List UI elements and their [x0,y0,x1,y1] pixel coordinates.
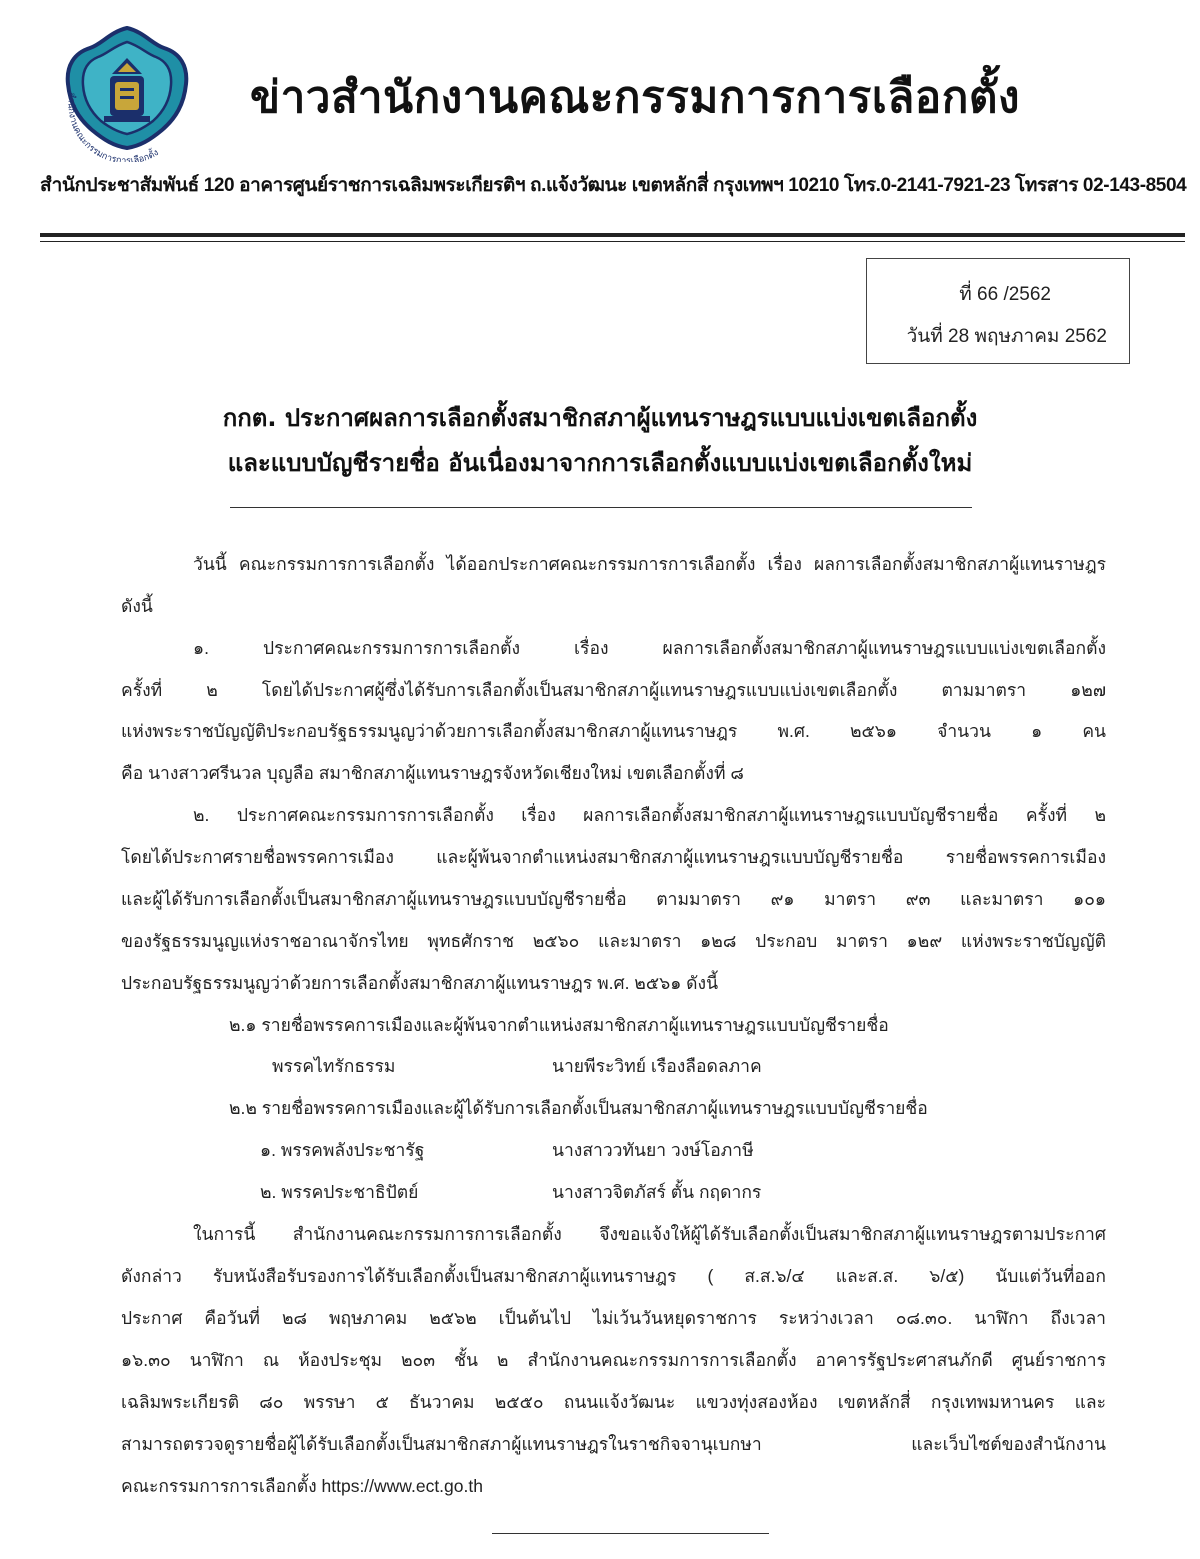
headline-divider [230,507,972,508]
sub2-heading: ๒.๒ รายชื่อพรรคการเมืองและผู้ได้รับการเลือกตั้งเป็นสมาชิกสภาผู้แทนราษฎรแบบบัญชีรายชื่อ [229,1098,928,1118]
item1-line: คือ นางสาวศรีนวล บุญลือ สมาชิกสภาผู้แทนราษฎรจังหวัดเชียงใหม่ เขตเลือกตั้งที่ ๘ [121,763,744,783]
header-divider-thick [40,233,1185,237]
sub2-party: ๒. พรรคประชาธิปัตย์ [260,1182,419,1202]
item1-line: ๑. ประกาศคณะกรรมการการเลือกตั้ง เรื่อง ผลการเลือกตั้งสมาชิกสภาผู้แทนราษฎรแบบแบ่งเขตเลือกตั้ง [193,638,1106,658]
sub1-person: นายพีระวิทย์ เรืองลือดลภาค [552,1056,762,1076]
document-number-box [866,258,1130,364]
item1-line: แห่งพระราชบัญญัติประกอบรัฐธรรมนูญว่าด้วยการเลือกตั้งสมาชิกสภาผู้แทนราษฎร พ.ศ. ๒๕๖๑ จำนวน ๑ คน [121,721,1106,741]
closing-line: ดังกล่าว รับหนังสือรับรองการได้รับเลือกตั้งเป็นสมาชิกสภาผู้แทนราษฎร ( ส.ส.๖/๔ และส.ส. ๖/๕) นับแต่วันที่ออก [121,1266,1106,1286]
closing-line: สามารถตรวจดูรายชื่อผู้ได้รับเลือกตั้งเป็นสมาชิกสภาผู้แทนราษฎรในราชกิจจานุเบกษา และเว็บไซต์ของสำนักงาน [121,1434,1106,1454]
svg-text:สำนักงานคณะกรรมการการเลือกตั้ง: สำนักงานคณะกรรมการการเลือกตั้ง [65,91,161,162]
document-number: ที่ 66 /2562 [959,284,1051,305]
closing-line: ในการนี้ สำนักงานคณะกรรมการการเลือกตั้ง จึงขอแจ้งให้ผู้ได้รับเลือกตั้งเป็นสมาชิกสภาผู้แทนราษฎรตามประกาศ [193,1224,1106,1244]
sub2-person: นางสาววทันยา วงษ์โอภาษี [552,1140,754,1160]
item2-line: ของรัฐธรรมนูญแห่งราชอาณาจักรไทย พุทธศักราช ๒๕๖๐ และมาตรา ๑๒๘ ประกอบ มาตรา ๑๒๙ แห่งพระราชบัญญัติ [121,931,1106,951]
document-date: วันที่ 28 พฤษภาคม 2562 [906,326,1107,347]
item2-line: ๒. ประกาศคณะกรรมการการเลือกตั้ง เรื่อง ผลการเลือกตั้งสมาชิกสภาผู้แทนราษฎรแบบบัญชีรายชื่อ ครั้งที่ ๒ [193,805,1106,825]
item1-line: ครั้งที่ ๒ โดยได้ประกาศผู้ซึ่งได้รับการเลือกตั้งเป็นสมาชิกสภาผู้แทนราษฎรแบบแบ่งเขตเลือกตั้ง ตามมาตรา ๑๒๗ [121,680,1106,700]
sub2-person: นางสาวจิตภัสร์ ตั้น กฤดากร [552,1182,762,1202]
footer-divider [492,1533,769,1534]
closing-line: ๑๖.๓๐ นาฬิกา ณ ห้องประชุม ๒๐๓ ชั้น ๒ สำนักงานคณะกรรมการการเลือกตั้ง อาคารรัฐประศาสนภักดี ศูนย์ราชการ [121,1350,1106,1370]
office-address: สำนักประชาสัมพันธ์ 120 อาคารศูนย์ราชการเฉลิมพระเกียรติฯ ถ.แจ้งวัฒนะ เขตหลักสี่ กรุงเทพฯ 10210 โทร.0-2141-7921-23 โทรสาร 02-143-8504 [40,175,1187,196]
item2-line: และผู้ได้รับการเลือกตั้งเป็นสมาชิกสภาผู้แทนราษฎรแบบบัญชีรายชื่อ ตามมาตรา ๙๑ มาตรา ๙๓ และมาตรา ๑๐๑ [121,889,1106,909]
closing-line: เฉลิมพระเกียรติ ๘๐ พรรษา ๕ ธันวาคม ๒๕๕๐ ถนนแจ้งวัฒนะ แขวงทุ่งสองห้อง เขตหลักสี่ กรุงเทพมหานคร และ [121,1392,1106,1412]
sub1-party: พรรคไทรักธรรม [272,1056,396,1076]
headline-line-1: กกต. ประกาศผลการเลือกตั้งสมาชิกสภาผู้แทนราษฎรแบบแบ่งเขตเลือกตั้ง [222,404,978,432]
intro-line: วันนี้ คณะกรรมการการเลือกตั้ง ได้ออกประกาศคณะกรรมการการเลือกตั้ง เรื่อง ผลการเลือกตั้งสมาชิกสภาผู้แทนราษฎร [193,554,1106,574]
sub2-party: ๑. พรรคพลังประชารัฐ [260,1140,425,1160]
header-divider-thin [40,241,1185,242]
closing-line: ประกาศ คือวันที่ ๒๘ พฤษภาคม ๒๕๖๒ เป็นต้นไป ไม่เว้นวันหยุดราชการ ระหว่างเวลา ๐๘.๓๐. นาฬิกา ถึงเวลา [121,1308,1106,1328]
page-title: ข่าวสำนักงานคณะกรรมการการเลือกตั้ง [250,72,1020,123]
election-commission-seal-icon [52,22,202,162]
closing-line: คณะกรรมการการเลือกตั้ง https://www.ect.go.th [121,1476,483,1496]
headline-line-2: และแบบบัญชีรายชื่อ อันเนื่องมาจากการเลือกตั้งแบบแบ่งเขตเลือกตั้งใหม่ [227,449,973,477]
item2-line: โดยได้ประกาศรายชื่อพรรคการเมือง และผู้พ้นจากตำแหน่งสมาชิกสภาผู้แทนราษฎรแบบบัญชีรายชื่อ รายชื่อพรรคการเมือง [121,847,1106,867]
sub1-heading: ๒.๑ รายชื่อพรรคการเมืองและผู้พ้นจากตำแหน่งสมาชิกสภาผู้แทนราษฎรแบบบัญชีรายชื่อ [229,1015,889,1035]
intro-line: ดังนี้ [121,596,153,616]
item2-line: ประกอบรัฐธรรมนูญว่าด้วยการเลือกตั้งสมาชิกสภาผู้แทนราษฎร พ.ศ. ๒๕๖๑ ดังนี้ [121,973,719,993]
